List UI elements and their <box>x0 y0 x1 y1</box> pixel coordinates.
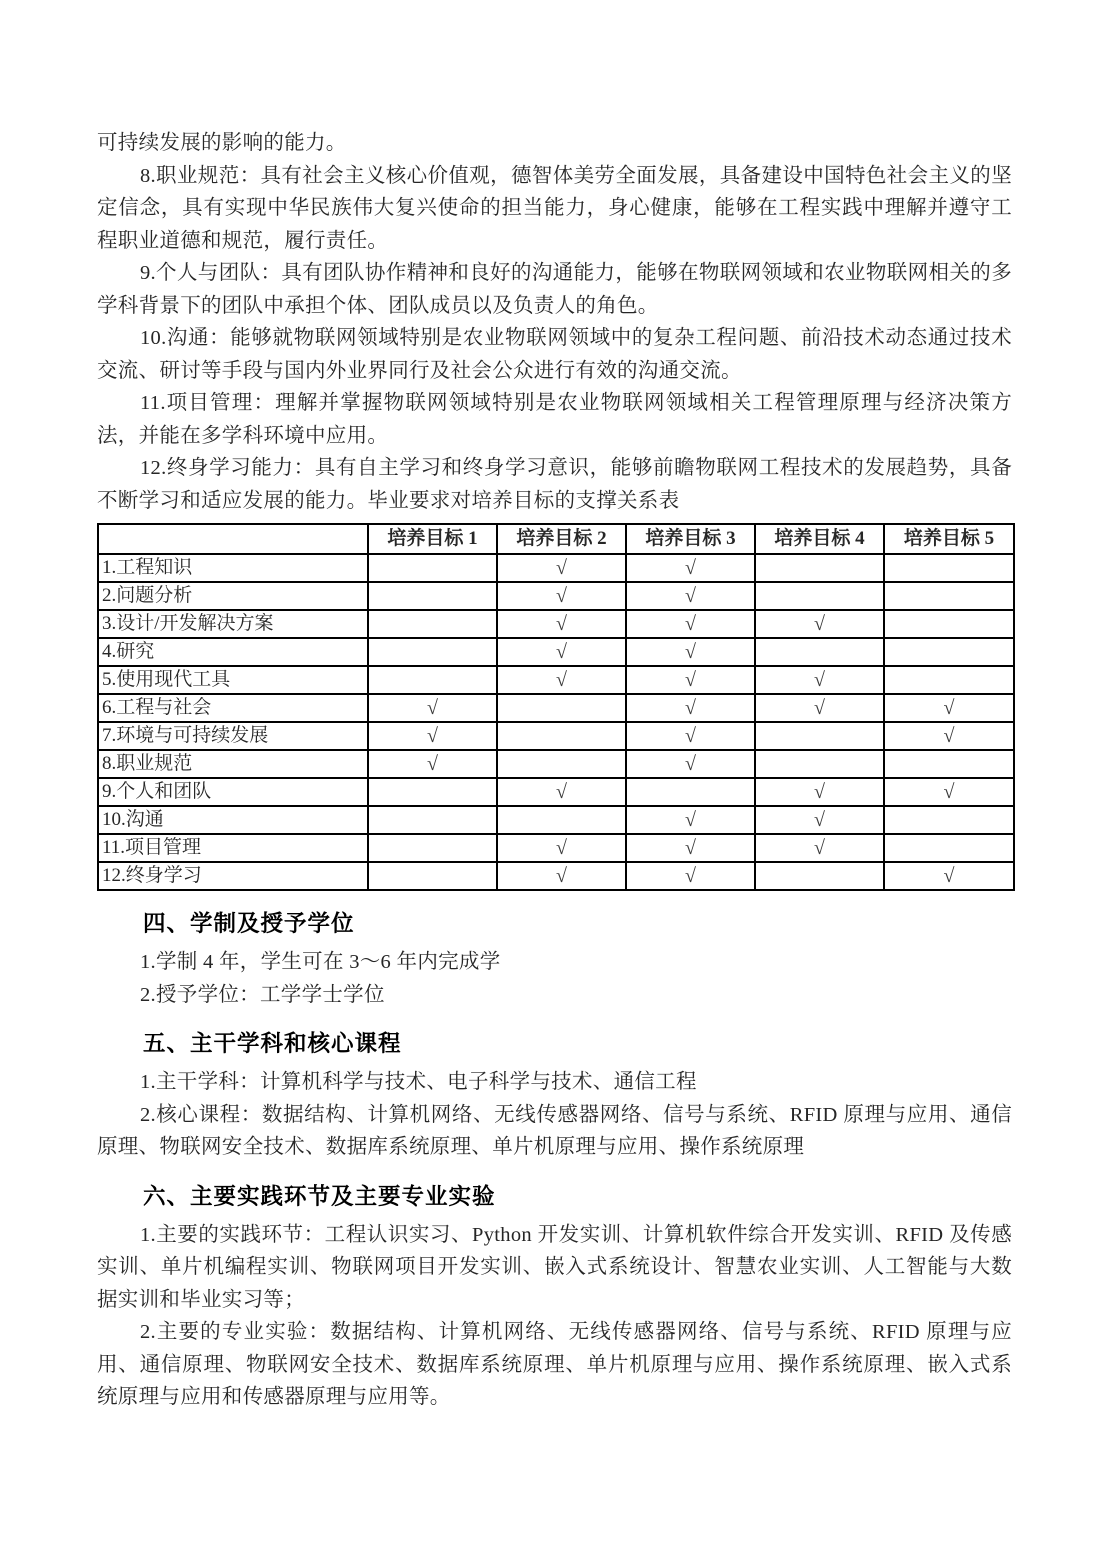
empty-cell <box>368 554 497 582</box>
table-row <box>98 694 1014 722</box>
check-mark: √ <box>497 610 626 638</box>
support-table-body <box>98 524 1014 890</box>
empty-cell <box>368 582 497 610</box>
table-row <box>98 638 1014 666</box>
table-row <box>98 778 1014 806</box>
empty-cell <box>368 778 497 806</box>
header-goal-4: 培养目标 4 <box>755 524 884 554</box>
check-mark: √ <box>497 862 626 890</box>
check-mark: √ <box>755 834 884 862</box>
row-label: 1.工程知识 <box>98 554 368 582</box>
support-relationship-table <box>97 523 1015 891</box>
check-mark: √ <box>884 694 1014 722</box>
check-mark: √ <box>626 582 755 610</box>
table-header-row <box>98 524 1014 554</box>
check-mark: √ <box>755 610 884 638</box>
empty-cell <box>884 638 1014 666</box>
empty-cell <box>497 722 626 750</box>
paragraph-item-8: 8.职业规范：具有社会主义核心价值观，德智体美劳全面发展，具备建设中国特色社会主义的坚定信念，具有实现中华民族伟大复兴使命的担当能力，身心健康，能够在工程实践中理解并遵守工程职业道德和规范，履行责任。 <box>97 164 1012 252</box>
row-label: 6.工程与社会 <box>98 694 368 722</box>
section-4-paragraph: 1.学制 4 年，学生可在 3～6 年内完成学 <box>140 951 501 973</box>
section-4-paragraph: 2.授予学位：工学学士学位 <box>140 983 385 1006</box>
table-row <box>98 554 1014 582</box>
empty-cell <box>368 862 497 890</box>
check-mark: √ <box>626 554 755 582</box>
row-label: 5.使用现代工具 <box>98 666 368 694</box>
section-5-paragraph: 2.核心课程：数据结构、计算机网络、无线传感器网络、信号与系统、RFID 原理与应用、通信原理、物联网安全技术、数据库系统原理、单片机原理与应用、操作系统原理 <box>97 1103 1012 1158</box>
check-mark: √ <box>884 862 1014 890</box>
table-row <box>98 582 1014 610</box>
paragraph-continuation: 可持续发展的影响的能力。 <box>97 132 347 154</box>
check-mark: √ <box>626 750 755 778</box>
empty-cell <box>755 582 884 610</box>
row-label: 3.设计/开发解决方案 <box>98 610 368 638</box>
check-mark: √ <box>755 694 884 722</box>
empty-cell <box>884 834 1014 862</box>
section-6-paragraph: 2.主要的专业实验：数据结构、计算机网络、无线传感器网络、信号与系统、RFID 原理与应用、通信原理、物联网安全技术、数据库系统原理、单片机原理与应用、操作系统原理、嵌入式系统原理与应用和传感器原理与应用等。 <box>97 1321 1012 1408</box>
row-label: 2.问题分析 <box>98 582 368 610</box>
empty-cell <box>884 582 1014 610</box>
section-6 <box>97 1183 1012 1414</box>
section-6-heading: 六、主要实践环节及主要专业实验 <box>143 1183 496 1209</box>
empty-cell <box>368 666 497 694</box>
check-mark: √ <box>497 666 626 694</box>
section-4-heading: 四、学制及授予学位 <box>143 911 355 936</box>
check-mark: √ <box>626 694 755 722</box>
header-goal-5: 培养目标 5 <box>884 524 1014 554</box>
check-mark: √ <box>626 666 755 694</box>
check-mark: √ <box>497 582 626 610</box>
row-label: 4.研究 <box>98 638 368 666</box>
empty-cell <box>626 778 755 806</box>
empty-cell <box>755 638 884 666</box>
check-mark: √ <box>368 694 497 722</box>
check-mark: √ <box>884 778 1014 806</box>
header-goal-2: 培养目标 2 <box>497 524 626 554</box>
row-label: 11.项目管理 <box>98 834 368 862</box>
row-label: 7.环境与可持续发展 <box>98 722 368 750</box>
row-label: 12.终身学习 <box>98 862 368 890</box>
empty-cell <box>884 666 1014 694</box>
row-label: 8.职业规范 <box>98 750 368 778</box>
check-mark: √ <box>626 834 755 862</box>
check-mark: √ <box>626 610 755 638</box>
table-row <box>98 666 1014 694</box>
paragraph-item-9: 9.个人与团队：具有团队协作精神和良好的沟通能力，能够在物联网领域和农业物联网相关的多学科背景下的团队中承担个体、团队成员以及负责人的角色。 <box>97 262 1012 317</box>
empty-cell <box>368 806 497 834</box>
row-label: 10.沟通 <box>98 806 368 834</box>
empty-cell <box>368 610 497 638</box>
empty-cell <box>497 750 626 778</box>
empty-cell <box>884 610 1014 638</box>
table-row <box>98 750 1014 778</box>
header-goal-1: 培养目标 1 <box>368 524 497 554</box>
empty-cell <box>497 694 626 722</box>
check-mark: √ <box>368 750 497 778</box>
check-mark: √ <box>755 778 884 806</box>
table-row <box>98 722 1014 750</box>
check-mark: √ <box>497 778 626 806</box>
check-mark: √ <box>626 638 755 666</box>
section-5 <box>97 1030 1012 1164</box>
header-goal-3: 培养目标 3 <box>626 524 755 554</box>
table-row <box>98 862 1014 890</box>
empty-cell <box>755 554 884 582</box>
check-mark: √ <box>497 554 626 582</box>
table-row <box>98 834 1014 862</box>
paragraph-item-10: 10.沟通：能够就物联网领域特别是农业物联网领域中的复杂工程问题、前沿技术动态通过技术交流、研讨等手段与国内外业界同行及社会公众进行有效的沟通交流。 <box>97 327 1012 382</box>
check-mark: √ <box>626 862 755 890</box>
section-5-heading: 五、主干学科和核心课程 <box>143 1031 402 1056</box>
check-mark: √ <box>497 834 626 862</box>
check-mark: √ <box>755 806 884 834</box>
paragraph-item-12: 12.终身学习能力：具有自主学习和终身学习意识，能够前瞻物联网工程技术的发展趋势，具备不断学习和适应发展的能力。毕业要求对培养目标的支撑关系表 <box>97 457 1012 512</box>
corner-cell <box>98 524 368 554</box>
empty-cell <box>755 862 884 890</box>
section-4 <box>97 910 1012 1011</box>
empty-cell <box>368 834 497 862</box>
table-row <box>98 610 1014 638</box>
empty-cell <box>884 750 1014 778</box>
section-6-paragraph: 1.主要的实践环节：工程认识实习、Python 开发实训、计算机软件综合开发实训、RFID 及传感实训、单片机编程实训、物联网项目开发实训、嵌入式系统设计、智慧农业实训、人工智能与大数据实训和毕业实习等； <box>97 1223 1012 1311</box>
empty-cell <box>497 806 626 834</box>
empty-cell <box>755 722 884 750</box>
empty-cell <box>755 750 884 778</box>
row-label: 9.个人和团队 <box>98 778 368 806</box>
check-mark: √ <box>626 722 755 750</box>
check-mark: √ <box>884 722 1014 750</box>
paragraph-item-11: 11.项目管理：理解并掌握物联网领域特别是农业物联网领域相关工程管理原理与经济决策方法，并能在多学科环境中应用。 <box>97 392 1012 447</box>
table-row <box>98 806 1014 834</box>
check-mark: √ <box>626 806 755 834</box>
check-mark: √ <box>368 722 497 750</box>
check-mark: √ <box>497 638 626 666</box>
empty-cell <box>884 554 1014 582</box>
empty-cell <box>368 638 497 666</box>
check-mark: √ <box>755 666 884 694</box>
section-5-paragraph: 1.主干学科：计算机科学与技术、电子科学与技术、通信工程 <box>140 1071 697 1093</box>
empty-cell <box>884 806 1014 834</box>
